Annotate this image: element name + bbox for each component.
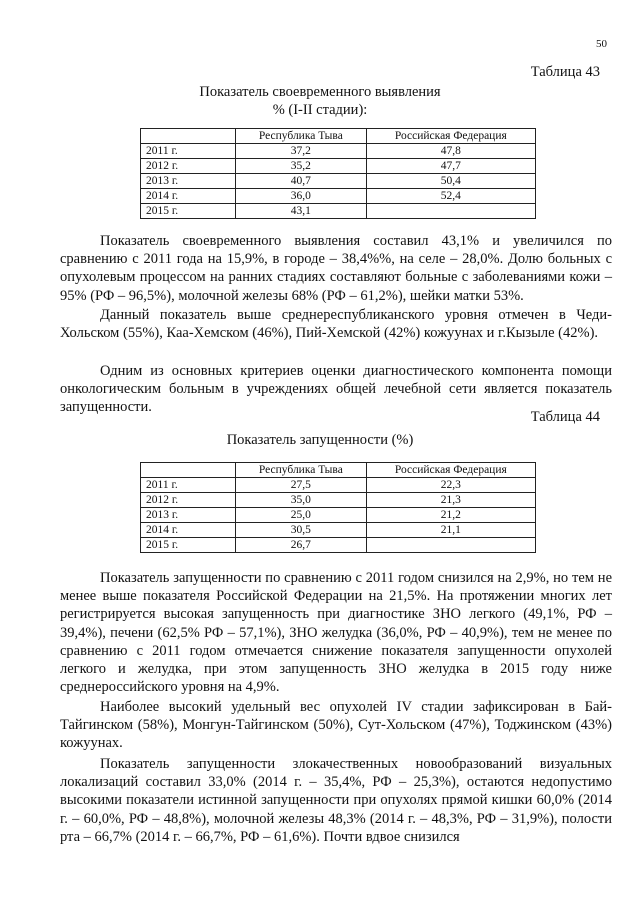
rf-value-cell: 50,4 bbox=[366, 174, 535, 189]
table-header-cell: Республика Тыва bbox=[236, 129, 367, 144]
tyva-value-cell: 26,7 bbox=[236, 538, 367, 553]
year-cell: 2015 г. bbox=[141, 204, 236, 219]
table-44 bbox=[140, 462, 536, 553]
table-row bbox=[141, 538, 536, 553]
table-header-cell bbox=[141, 129, 236, 144]
table-row bbox=[141, 508, 536, 523]
tyva-value-cell: 30,5 bbox=[236, 523, 367, 538]
year-cell: 2013 г. bbox=[141, 508, 236, 523]
table-row bbox=[141, 144, 536, 159]
table-header-row bbox=[141, 463, 536, 478]
table-header-cell: Республика Тыва bbox=[236, 463, 367, 478]
rf-value-cell: 47,8 bbox=[366, 144, 535, 159]
rf-value-cell: 21,1 bbox=[366, 523, 535, 538]
year-cell: 2012 г. bbox=[141, 493, 236, 508]
table-43-title-line1: Показатель своевременного выявления bbox=[199, 84, 441, 100]
tyva-value-cell: 35,0 bbox=[236, 493, 367, 508]
paragraph: Данный показатель выше среднереспубликанского уровня отмечен в Чеди-Хольском (55%), Каа-Хемском (46%), Пий-Хемской (42%) кожуунах и г.Кызыле (42%). bbox=[60, 307, 612, 342]
table-43-title-line2: % (I-II стадии): bbox=[272, 102, 368, 118]
paragraph: Показатель запущенности злокачественных новообразований визуальных локализаций составил 33,0% (2014 г. – 35,4%, РФ – 25,3%), остаются недопустимо высокими показатели истинной запущенности при опухолях прямой кишки 60,0% (2014 г. – 60,0%, РФ – 48,8%), молочной железы 48,3% (2014 г. – 48,3%, РФ – 31,9%), полости рта – 66,7% (2014 г. – 66,7%, РФ – 61,6%). Почти вдвое снизился bbox=[60, 756, 612, 845]
table-header-row bbox=[141, 129, 536, 144]
year-cell: 2011 г. bbox=[141, 144, 236, 159]
year-cell: 2013 г. bbox=[141, 174, 236, 189]
paragraph: Показатель запущенности по сравнению с 2011 годом снизился на 2,9%, но тем не менее выше показателя Российской Федерации на 21,5%. На протяжении многих лет регистрируется высокая запущенность при диагностике ЗНО легкого (49,1%, РФ – 39,4%), печени (62,5% РФ – 57,1%), ЗНО желудка (36,0%, РФ – 40,9%), тем не менее по сравнению с 2011 годом отмечается снижение показателя запущенности опухолей легкого и желудка, при этом запущенность ЗНО желудка в 2015 году ниже среднероссийского уровня на 4,9%. bbox=[60, 570, 612, 696]
year-cell: 2012 г. bbox=[141, 159, 236, 174]
paragraph: Показатель своевременного выявления составил 43,1% и увеличился по сравнению с 2011 года на 15,9%, в городе – 38,4%%, на селе – 28,0%. Долю больных с опухолевым процессом на ранних стадиях составляют больные с заболеваниями кожи – 95% (РФ – 96,5%), молочной железы 68% (РФ – 61,2%), шейки матки 53%. bbox=[60, 233, 612, 304]
rf-value-cell: 47,7 bbox=[366, 159, 535, 174]
page-number: 50 bbox=[596, 38, 607, 50]
rf-value-cell bbox=[366, 538, 535, 553]
rf-value-cell: 21,3 bbox=[366, 493, 535, 508]
year-cell: 2015 г. bbox=[141, 538, 236, 553]
table-row bbox=[141, 174, 536, 189]
table-44-label: Таблица 44 bbox=[530, 409, 600, 425]
tyva-value-cell: 27,5 bbox=[236, 478, 367, 493]
table-43-label: Таблица 43 bbox=[530, 64, 600, 80]
table-44-title: Показатель запущенности (%) bbox=[226, 432, 414, 448]
table-row bbox=[141, 493, 536, 508]
tyva-value-cell: 43,1 bbox=[236, 204, 367, 219]
year-cell: 2014 г. bbox=[141, 523, 236, 538]
table-header-cell: Российская Федерация bbox=[366, 463, 535, 478]
rf-value-cell bbox=[366, 204, 535, 219]
year-cell: 2014 г. bbox=[141, 189, 236, 204]
table-row bbox=[141, 523, 536, 538]
rf-value-cell: 52,4 bbox=[366, 189, 535, 204]
tyva-value-cell: 36,0 bbox=[236, 189, 367, 204]
rf-value-cell: 21,2 bbox=[366, 508, 535, 523]
tyva-value-cell: 37,2 bbox=[236, 144, 367, 159]
table-header-cell bbox=[141, 463, 236, 478]
paragraph: Наиболее высокий удельный вес опухолей IV стадии зафиксирован в Бай-Тайгинском (58%), Монгун-Тайгинском (50%), Сут-Хольском (47%), Тоджинском (43%) кожуунах. bbox=[60, 699, 612, 752]
table-row bbox=[141, 204, 536, 219]
table-row bbox=[141, 189, 536, 204]
table-header-cell: Российская Федерация bbox=[366, 129, 535, 144]
year-cell: 2011 г. bbox=[141, 478, 236, 493]
table-row bbox=[141, 478, 536, 493]
tyva-value-cell: 40,7 bbox=[236, 174, 367, 189]
table-row bbox=[141, 159, 536, 174]
paragraph: Одним из основных критериев оценки диагностического компонента помощи онкологическим больным в учреждениях общей лечебной сети является показатель запущенности. bbox=[60, 363, 612, 416]
rf-value-cell: 22,3 bbox=[366, 478, 535, 493]
tyva-value-cell: 25,0 bbox=[236, 508, 367, 523]
tyva-value-cell: 35,2 bbox=[236, 159, 367, 174]
table-43 bbox=[140, 128, 536, 219]
